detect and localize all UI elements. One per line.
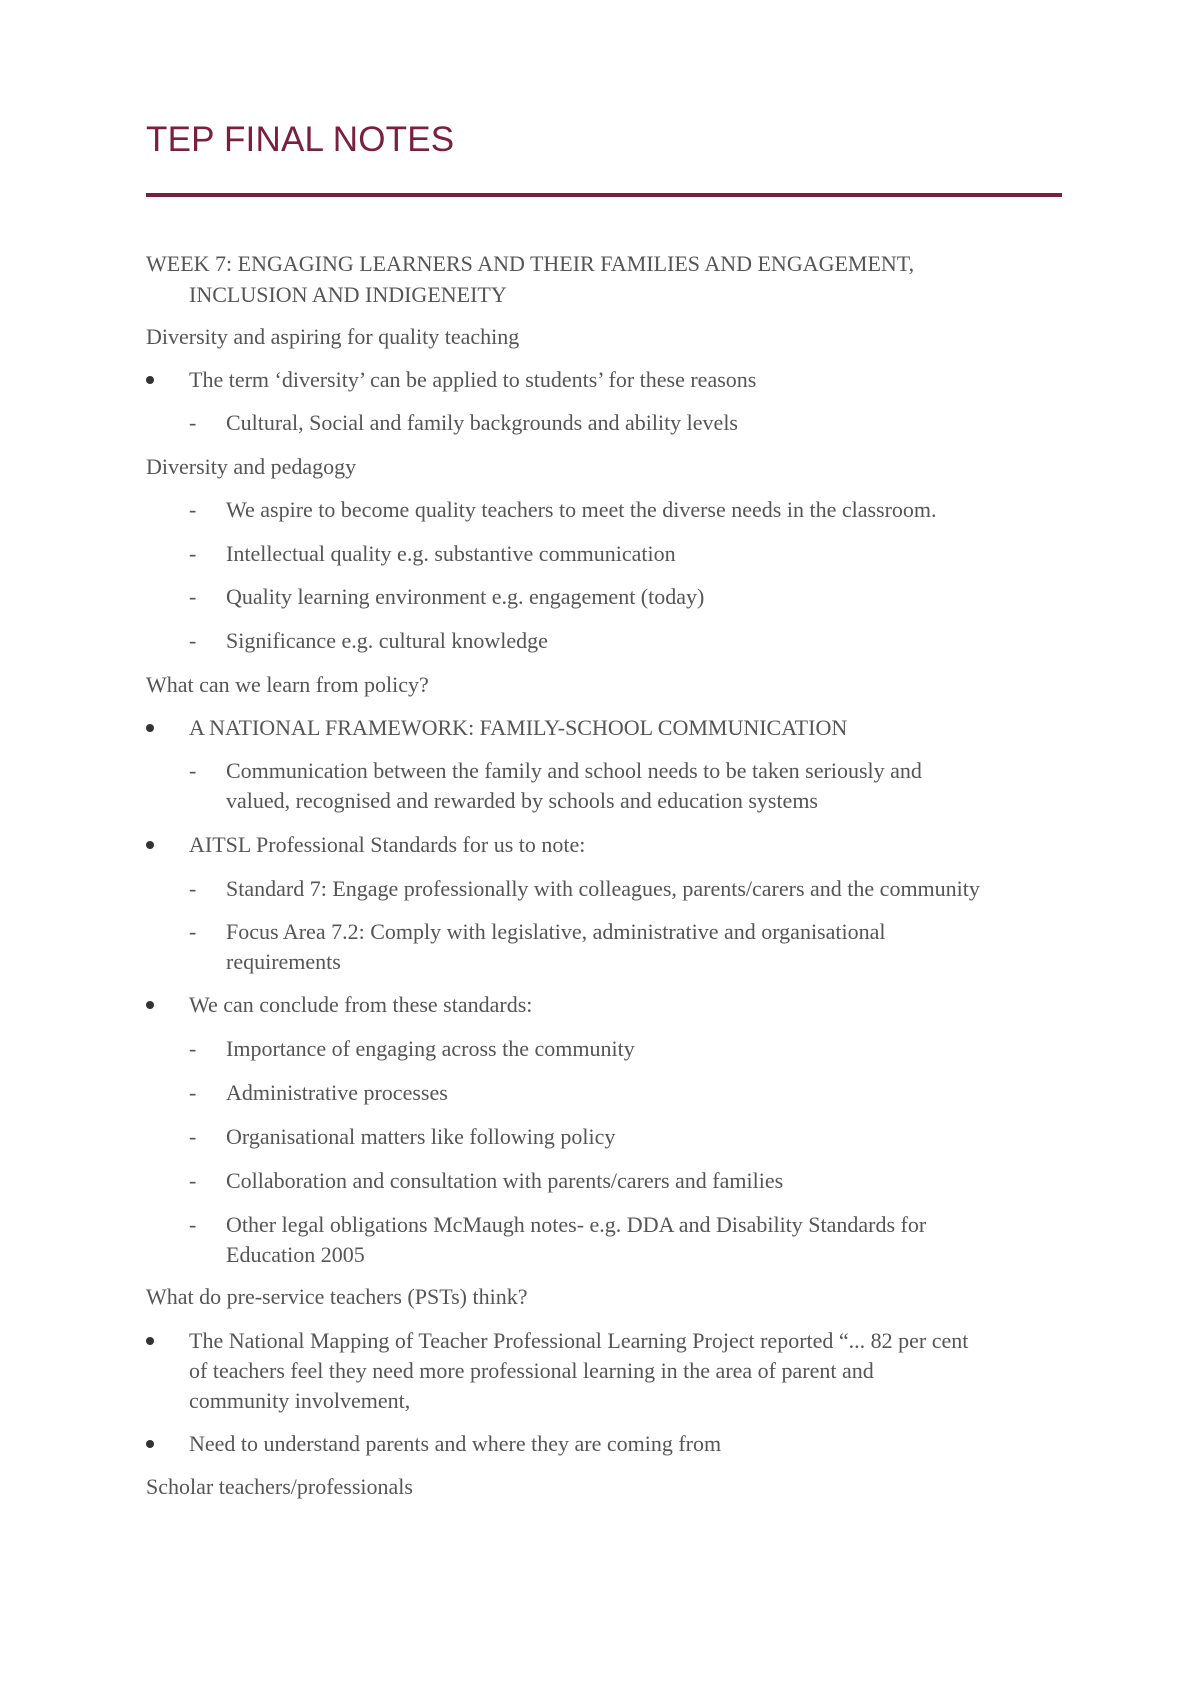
sub-item-legal-line-2: Education 2005 xyxy=(226,1242,365,1267)
section-heading-diversity-pedagogy: Diversity and pedagogy xyxy=(146,454,357,479)
bullet-national-framework: A NATIONAL FRAMEWORK: FAMILY-SCHOOL COMMUNICATION xyxy=(189,715,848,740)
week-heading-line-2: INCLUSION AND INDIGENEITY xyxy=(189,282,507,307)
bullet-icon xyxy=(146,1337,154,1345)
sub-item-collaboration: Collaboration and consultation with parents/carers and families xyxy=(226,1168,784,1193)
sub-item-organisational: Organisational matters like following policy xyxy=(226,1124,616,1149)
bullet-conclude: We can conclude from these standards: xyxy=(189,992,533,1017)
bullet-understand-parents: Need to understand parents and where they are coming from xyxy=(189,1431,722,1456)
sub-item-legal-line-1: Other legal obligations McMaugh notes- e.g. DDA and Disability Standards for xyxy=(226,1212,927,1237)
dash-icon: - xyxy=(189,541,197,566)
bullet-national-mapping-line-1: The National Mapping of Teacher Professional Learning Project reported “... 82 per cent xyxy=(189,1328,969,1353)
bullet-national-mapping-line-3: community involvement, xyxy=(189,1388,411,1413)
bullet-diversity-term: The term ‘diversity’ can be applied to students’ for these reasons xyxy=(189,367,757,392)
title-divider xyxy=(146,193,1062,197)
section-heading-scholar-teachers: Scholar teachers/professionals xyxy=(146,1474,413,1499)
dash-icon: - xyxy=(189,1168,197,1193)
dash-icon: - xyxy=(189,628,197,653)
dash-icon: - xyxy=(189,1212,197,1237)
bullet-icon xyxy=(146,1001,154,1009)
section-heading-policy: What can we learn from policy? xyxy=(146,672,429,697)
bullet-icon xyxy=(146,376,154,384)
document-title: TEP FINAL NOTES xyxy=(146,120,455,159)
dash-icon: - xyxy=(189,1124,197,1149)
sub-item-intellectual-quality: Intellectual quality e.g. substantive communication xyxy=(226,541,676,566)
sub-item-communication-line-1: Communication between the family and school needs to be taken seriously and xyxy=(226,758,922,783)
sub-item-engaging-community: Importance of engaging across the community xyxy=(226,1036,635,1061)
sub-item-learning-environment: Quality learning environment e.g. engagement (today) xyxy=(226,584,705,609)
dash-icon: - xyxy=(189,758,197,783)
section-heading-pst-think: What do pre-service teachers (PSTs) think? xyxy=(146,1284,528,1309)
dash-icon: - xyxy=(189,919,197,944)
sub-item-focus-area-line-2: requirements xyxy=(226,949,341,974)
bullet-icon xyxy=(146,724,154,732)
sub-item-standard-7: Standard 7: Engage professionally with colleagues, parents/carers and the community xyxy=(226,876,980,901)
bullet-icon xyxy=(146,841,154,849)
sub-item-focus-area-line-1: Focus Area 7.2: Comply with legislative, administrative and organisational xyxy=(226,919,886,944)
bullet-icon xyxy=(146,1440,154,1448)
dash-icon: - xyxy=(189,410,197,435)
dash-icon: - xyxy=(189,1080,197,1105)
bullet-national-mapping-line-2: of teachers feel they need more professional learning in the area of parent and xyxy=(189,1358,874,1383)
week-heading-line-1: WEEK 7: ENGAGING LEARNERS AND THEIR FAMILIES AND ENGAGEMENT, xyxy=(146,251,915,276)
dash-icon: - xyxy=(189,876,197,901)
section-heading-diversity-quality: Diversity and aspiring for quality teaching xyxy=(146,324,520,349)
dash-icon: - xyxy=(189,1036,197,1061)
sub-item-backgrounds: Cultural, Social and family backgrounds and ability levels xyxy=(226,410,738,435)
sub-item-significance: Significance e.g. cultural knowledge xyxy=(226,628,548,653)
dash-icon: - xyxy=(189,584,197,609)
sub-item-administrative: Administrative processes xyxy=(226,1080,448,1105)
sub-item-aspire: We aspire to become quality teachers to meet the diverse needs in the classroom. xyxy=(226,497,937,522)
dash-icon: - xyxy=(189,497,197,522)
sub-item-communication-line-2: valued, recognised and rewarded by schools and education systems xyxy=(226,788,818,813)
bullet-aitsl-standards: AITSL Professional Standards for us to note: xyxy=(189,832,586,857)
